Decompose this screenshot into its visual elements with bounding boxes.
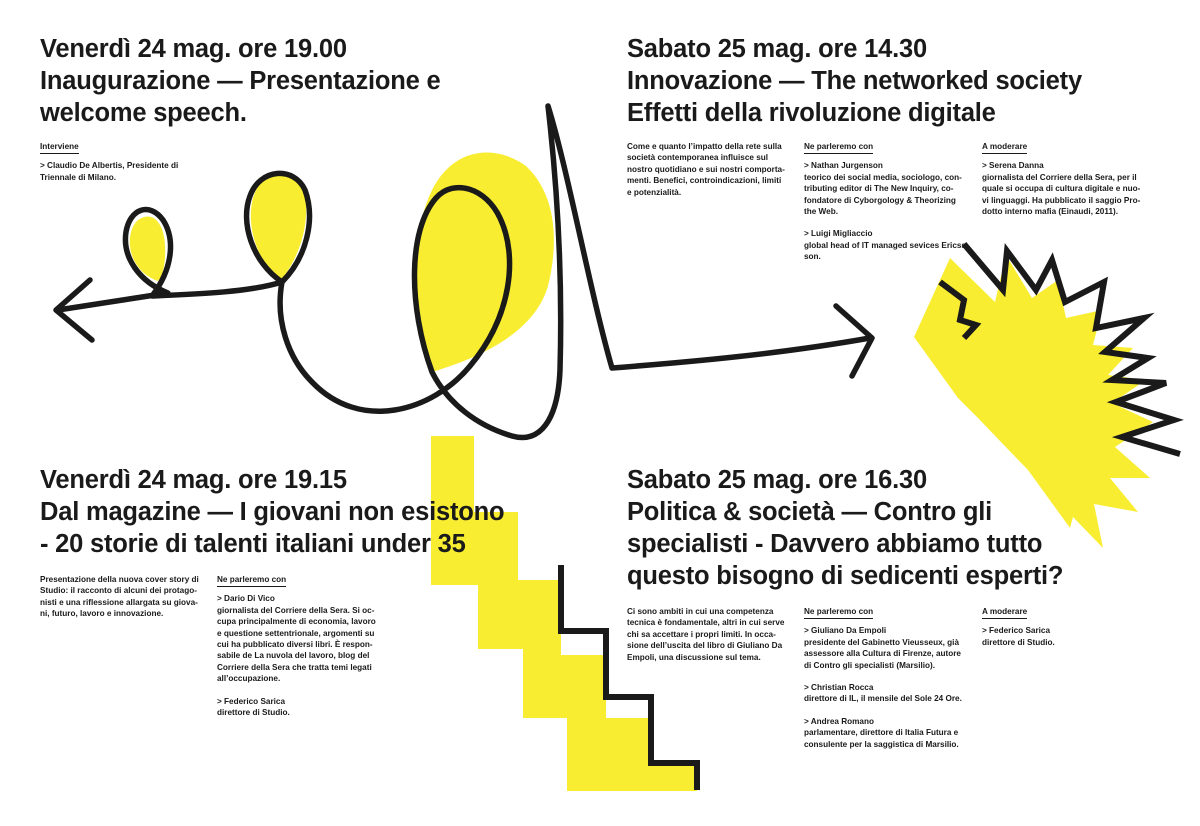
event-description: [627, 606, 797, 663]
description-line: società contemporanea influisce sul: [627, 153, 769, 163]
speaker-line: teorico dei social media, sociologo, con-: [804, 172, 962, 182]
speaker-line: > Giuliano Da Empoli: [804, 626, 887, 636]
speaker-line: cui ha pubblicato diversi libri. È respon-: [217, 640, 373, 650]
moderator-line: > Federico Sarica: [982, 626, 1051, 636]
description-line: Come e quanto l’impatto della rete sulla: [627, 142, 782, 151]
event-description: [627, 141, 797, 198]
speaker-entry: [804, 160, 979, 217]
speaker-line: > Nathan Jurgenson: [804, 161, 883, 171]
moderator-entry: [982, 625, 1182, 648]
speaker-line: Corriere della Sera che tratta temi legati: [217, 662, 372, 672]
speaker-entry: [804, 625, 979, 671]
description-line: tecnica è fondamentale, altri in cui serve: [627, 618, 785, 628]
moderator-line: quale si occupa di cultura digitale e nuo-: [982, 184, 1141, 194]
speakers-column: [804, 606, 979, 761]
speaker-line: assessore alla Cultura di Firenze, autore: [804, 649, 961, 659]
moderator-line: direttore di Studio.: [982, 637, 1055, 647]
title-line: - 20 storie di talenti italiani under 35: [40, 530, 466, 558]
event-politics: [627, 464, 1187, 764]
speaker-line: direttore di Studio.: [217, 708, 290, 718]
speaker-line: Triennale di Milano.: [40, 172, 116, 182]
title-line: specialisti - Davvero abbiamo tutto: [627, 530, 1043, 558]
event-innovation: [627, 33, 1187, 273]
speaker-line: > Christian Rocca: [804, 683, 874, 693]
description-line: Ci sono ambiti in cui una competenza: [627, 607, 774, 616]
speaker-entry: [217, 696, 407, 719]
speaker-line: > Dario Di Vico: [217, 594, 275, 604]
speaker-entry: [217, 593, 407, 684]
description-line: chi sa accettare i propri limiti. In occa-: [627, 629, 776, 639]
moderator-line: vi linguaggi. Ha pubblicato il saggio Pro-: [982, 195, 1141, 205]
title-line: questo bisogno di sedicenti esperti?: [627, 562, 1064, 590]
moderators-label: A moderare: [982, 141, 1027, 154]
event-inauguration: [40, 33, 560, 194]
moderators-column: [982, 141, 1182, 228]
speaker-line: global head of IT managed sevices Ericss-: [804, 240, 969, 250]
moderator-line: dotto interno mafia (Einaudi, 2011).: [982, 207, 1119, 217]
speaker-line: all’occupazione.: [217, 674, 281, 684]
event-title: [627, 464, 1187, 592]
speaker-line: the Web.: [804, 207, 838, 217]
moderators-column: [982, 606, 1182, 659]
speaker-line: di Contro gli specialisti (Marsilio).: [804, 660, 936, 670]
speaker-line: e questione settentrionale, argomenti su: [217, 628, 375, 638]
speaker-line: cupa principalmente di economia, lavoro: [217, 617, 376, 627]
description-line: Presentazione della nuova cover story di: [40, 575, 199, 584]
title-line: Innovazione — The networked society: [627, 67, 1082, 95]
event-title: [40, 464, 580, 560]
speaker-entry: [40, 160, 560, 183]
speaker-line: consulente per la saggistica di Marsilio.: [804, 739, 959, 749]
event-magazine: [40, 464, 580, 734]
speakers-column: [804, 141, 979, 274]
title-line: Effetti della rivoluzione digitale: [627, 99, 996, 127]
moderator-line: > Serena Danna: [982, 161, 1044, 171]
speakers-label: Ne parleremo con: [804, 141, 873, 154]
title-line: Dal magazine — I giovani non esistono: [40, 498, 505, 526]
speaker-line: > Claudio De Albertis, Presidente di: [40, 161, 179, 171]
speaker-line: fondatore di Cyborgology & Theorizing: [804, 195, 956, 205]
speaker-line: tributing editor di The New Inquiry, co-: [804, 184, 954, 194]
speaker-line: > Andrea Romano: [804, 716, 874, 726]
speakers-label: Interviene: [40, 141, 79, 154]
speaker-line: sabile de La nuvola del lavoro, blog del: [217, 651, 370, 661]
speaker-line: presidente del Gabinetto Vieusseux, già: [804, 637, 960, 647]
title-line: welcome speech.: [40, 99, 247, 127]
description-line: ni, futuro, lavoro e innovazione.: [40, 609, 164, 619]
speaker-line: > Federico Sarica: [217, 696, 286, 706]
title-line: Sabato 25 mag. ore 14.30: [627, 35, 927, 63]
event-title: [627, 33, 1187, 129]
description-line: sione dell’uscita del libro di Giuliano Da: [627, 641, 783, 651]
description-line: Empoli, una discussione sul tema.: [627, 652, 761, 662]
speaker-line: giornalista del Corriere della Sera. Si oc-: [217, 605, 375, 615]
description-line: Studio: il racconto di alcuni dei protago-: [40, 586, 197, 596]
speaker-line: parlamentare, direttore di Italia Futura e: [804, 728, 959, 738]
speaker-entry: [804, 228, 979, 262]
description-line: menti. Benefici, controindicazioni, limiti: [627, 176, 782, 186]
speaker-entry: [804, 682, 979, 705]
speakers-column: [217, 574, 407, 729]
title-line: Sabato 25 mag. ore 16.30: [627, 466, 927, 494]
title-line: Venerdì 24 mag. ore 19.15: [40, 466, 347, 494]
moderator-line: giornalista del Corriere della Sera, per il: [982, 172, 1137, 182]
speakers-column: [40, 141, 560, 183]
moderators-label: A moderare: [982, 606, 1027, 619]
speaker-line: direttore di IL, il mensile del Sole 24 Ore.: [804, 694, 962, 704]
description-line: nostro quotidiano e sui nostri comporta-: [627, 164, 785, 174]
speaker-line: > Luigi Migliaccio: [804, 229, 873, 239]
event-title: [40, 33, 560, 129]
speaker-entry: [804, 716, 979, 750]
description-line: e potenzialità.: [627, 187, 682, 197]
description-line: nisti e una riflessione allargata su giova-: [40, 597, 198, 607]
moderator-entry: [982, 160, 1182, 217]
event-description: [40, 574, 210, 620]
title-line: Inaugurazione — Presentazione e: [40, 67, 441, 95]
speaker-line: son.: [804, 252, 821, 262]
title-line: Politica & società — Contro gli: [627, 498, 993, 526]
speakers-label: Ne parleremo con: [217, 574, 286, 587]
speakers-label: Ne parleremo con: [804, 606, 873, 619]
title-line: Venerdì 24 mag. ore 19.00: [40, 35, 347, 63]
